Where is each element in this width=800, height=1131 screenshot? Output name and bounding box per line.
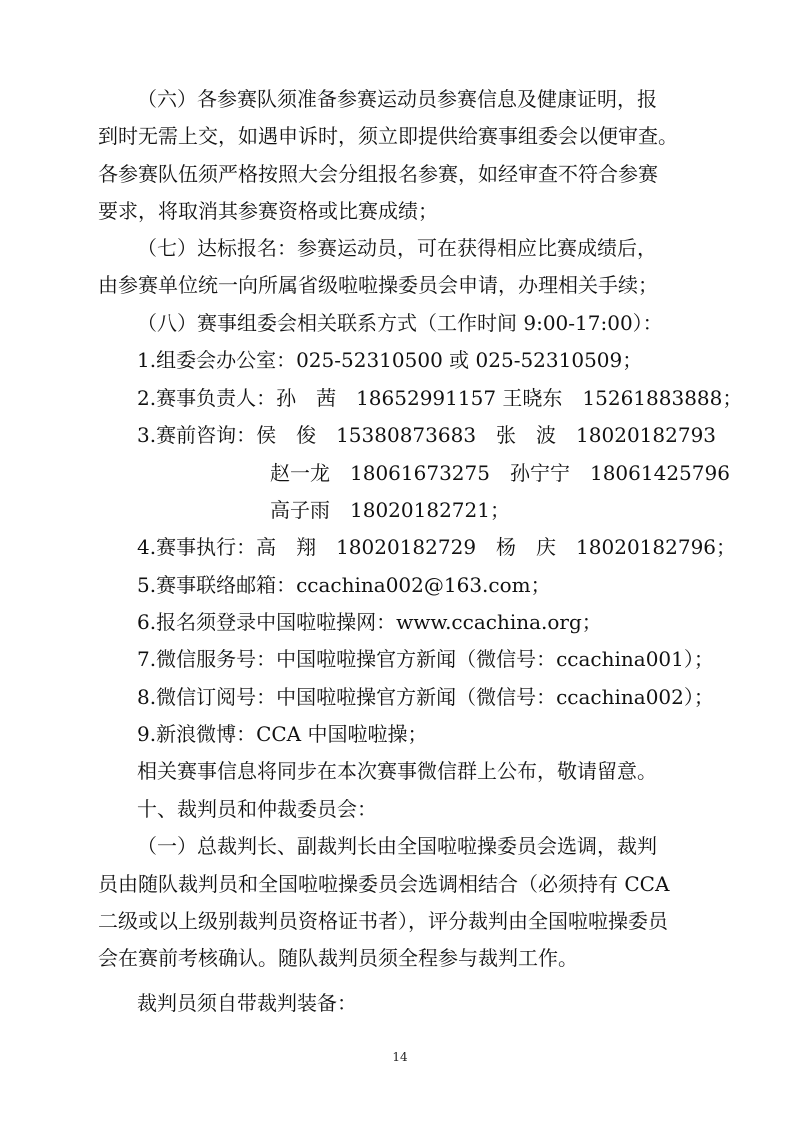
text-line: 二级或以上级别裁判员资格证书者），评分裁判由全国啦啦操委员: [98, 909, 668, 933]
text-line: 到时无需上交，如遇申诉时，须立即提供给赛事组委会以便审查。: [98, 124, 678, 148]
text-line: 十、裁判员和仲裁委员会：: [137, 797, 377, 821]
text-line: 要求，将取消其参赛资格或比赛成绩；: [98, 199, 438, 223]
page-number: 14: [392, 1050, 408, 1064]
text-line: 7.微信服务号：中国啦啦操官方新闻（微信号：ccachina001）；: [137, 647, 714, 671]
text-line: 2.赛事负责人：孙 茜 18652991157 王晓东 15261883888；: [137, 386, 743, 410]
text-line: 高子雨 18020182721；: [270, 498, 510, 522]
text-line: 员由随队裁判员和全国啦啦操委员会选调相结合（必须持有 CCA: [98, 872, 670, 896]
text-line: （八）赛事组委会相关联系方式（工作时间 9:00-17:00）：: [137, 311, 663, 335]
text-line: 裁判员须自带裁判装备：: [137, 991, 357, 1015]
text-line: 6.报名须登录中国啦啦操网：www.ccachina.org；: [137, 610, 602, 634]
text-line: 各参赛队伍须严格按照大会分组报名参赛，如经审查不符合参赛: [98, 162, 658, 186]
text-line: 8.微信订阅号：中国啦啦操官方新闻（微信号：ccachina002）；: [137, 685, 714, 709]
text-line: （七）达标报名：参赛运动员，可在获得相应比赛成绩后，: [137, 236, 657, 260]
text-line: 3.赛前咨询：侯 俊 15380873683 张 波 18020182793: [137, 423, 717, 447]
text-line: 1.组委会办公室：025-52310500 或 025-52310509；: [137, 348, 643, 372]
text-line: 相关赛事信息将同步在本次赛事微信群上公布，敬请留意。: [137, 759, 657, 783]
text-line: 由参赛单位统一向所属省级啦啦操委员会申请，办理相关手续；: [98, 273, 658, 297]
text-line: 赵一龙 18061673275 孙宁宁 18061425796: [270, 461, 730, 485]
text-line: （一）总裁判长、副裁判长由全国啦啦操委员会选调，裁判: [137, 834, 657, 858]
text-line: 会在赛前考核确认。随队裁判员须全程参与裁判工作。: [98, 946, 578, 970]
text-line: 9.新浪微博：CCA 中国啦啦操；: [137, 722, 428, 746]
text-line: 4.赛事执行：高 翔 18020182729 杨 庆 18020182796；: [137, 535, 737, 559]
text-line: （六）各参赛队须准备参赛运动员参赛信息及健康证明，报: [137, 87, 657, 111]
text-line: 5.赛事联络邮箱：ccachina002@163.com；: [137, 573, 551, 597]
